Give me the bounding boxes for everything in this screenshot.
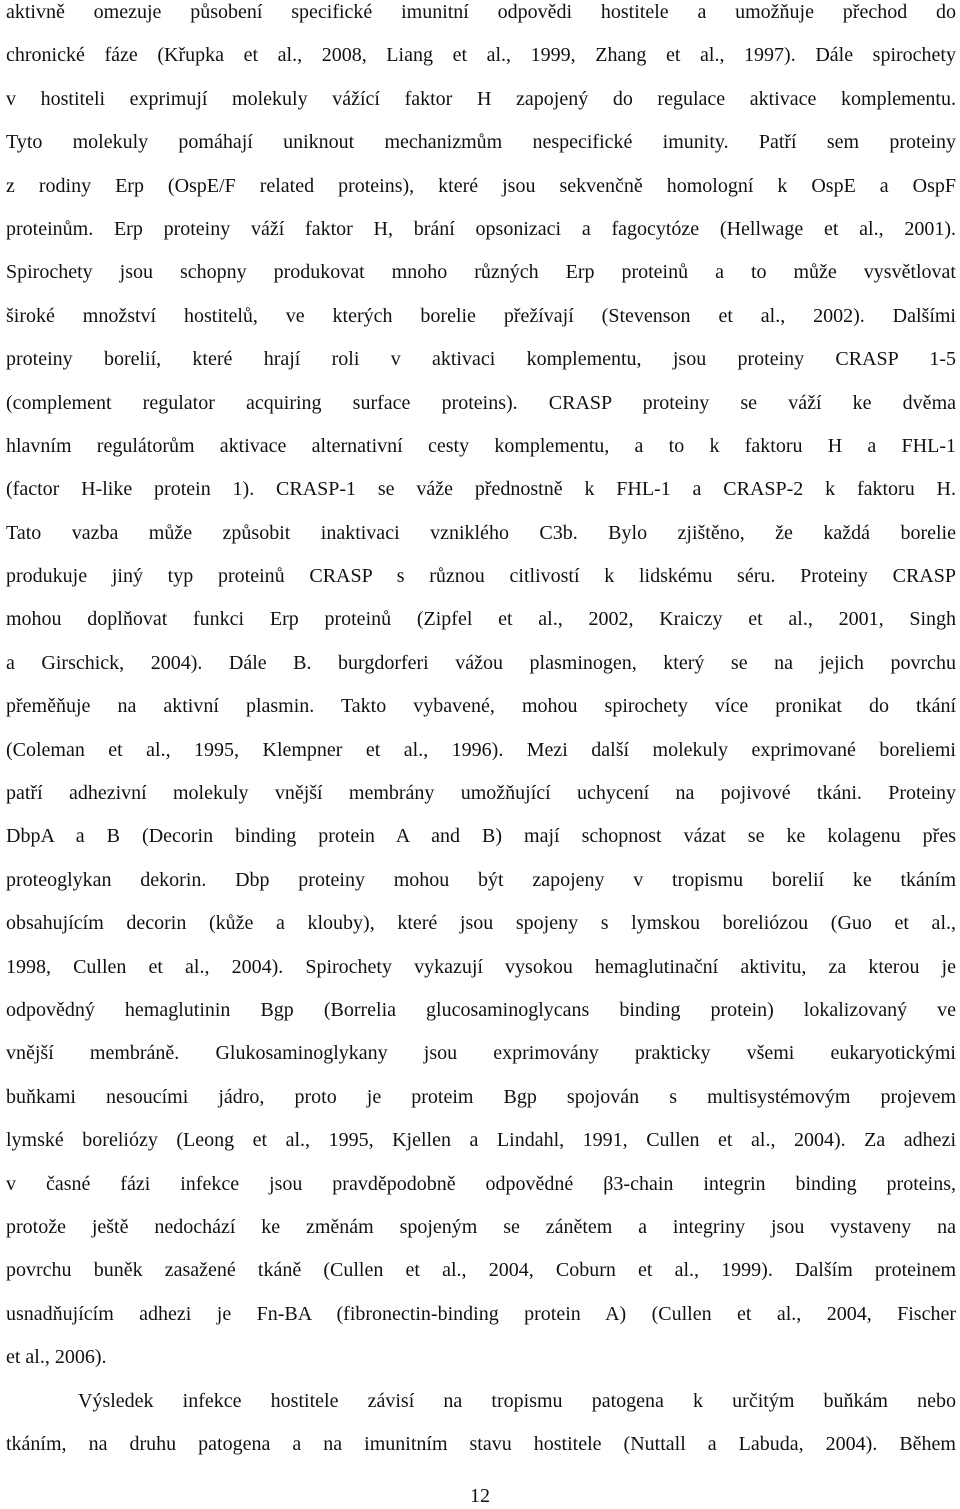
text-line: (complement regulator acquiring surface proteins). CRASP proteiny se váží ke dvěma [6,391,956,414]
text-line: obsahujícím decorin (kůže a klouby), které jsou spojeny s lymskou boreliózou (Guo et al., [6,912,956,935]
text-line: usnadňujícím adhezi je Fn-BA (fibronectin-binding protein A) (Cullen et al., 2004, Fischer [6,1302,956,1325]
text-line: 1998, Cullen et al., 2004). Spirochety vykazují vysokou hemaglutinační aktivitu, za kterou je [6,955,956,978]
text-line: odpovědný hemaglutinin Bgp (Borrelia glucosaminoglycans binding protein) lokalizovaný ve [6,998,956,1021]
text-line: lymské boreliózy (Leong et al., 1995, Kjellen a Lindahl, 1991, Cullen et al., 2004). Za adhezi [6,1129,956,1152]
text-line: proteiny borelií, které hrají roli v aktivaci komplementu, jsou proteiny CRASP 1-5 [6,348,956,371]
text-line: Tato vazba může způsobit inaktivaci vzniklého C3b. Bylo zjištěno, že každá borelie [6,521,956,544]
text-line: Spirochety jsou schopny produkovat mnoho různých Erp proteinů a to může vysvětlovat [6,261,956,284]
text-line: z rodiny Erp (OspE/F related proteins), které jsou sekvenčně homologní k OspE a OspF [6,174,956,197]
text-line: a Girschick, 2004). Dále B. burgdorferi vážou plasminogen, který se na jejich povrchu [6,651,956,674]
text-line: proteinům. Erp proteiny váží faktor H, brání opsonizaci a fagocytóze (Hellwage et al., 2001). [6,217,956,240]
text-line: aktivně omezuje působení specifické imunitní odpovědi hostitele a umožňuje přechod do [6,1,956,23]
page-number: 12 [470,1485,490,1507]
text-line: DbpA a B (Decorin binding protein A and B) mají schopnost vázat se ke kolagenu přes [6,825,956,848]
text-line: hlavním regulátorům aktivace alternativní cesty komplementu, a to k faktoru H a FHL-1 [6,434,956,457]
text-line: přeměňuje na aktivní plasmin. Takto vybavené, mohou spirochety více pronikat do tkání [6,695,956,718]
text-line: v časné fázi infekce jsou pravděpodobně odpovědné β3-chain integrin binding proteins, [6,1172,956,1195]
text-line: široké množství hostitelů, ve kterých borelie přežívají (Stevenson et al., 2002). Dalšími [6,304,956,327]
text-line: protože ještě nedochází ke změnám spojeným se zánětem a integriny jsou vystaveny na [6,1215,956,1238]
text-line: (Coleman et al., 1995, Klempner et al., 1996). Mezi další molekuly exprimované boreliemi [6,738,956,761]
document-body [6,0,956,1466]
text-line: buňkami nesoucími jádro, proto je proteim Bgp spojován s multisystémovým projevem [6,1085,956,1108]
text-line: mohou doplňovat funkci Erp proteinů (Zipfel et al., 2002, Kraiczy et al., 2001, Singh [6,608,956,631]
text-line: chronické fáze (Křupka et al., 2008, Liang et al., 1999, Zhang et al., 1997). Dále spirochety [6,44,956,67]
text-line: vnější membráně. Glukosaminoglykany jsou exprimovány prakticky všemi eukaryotickými [6,1042,956,1065]
text-line: v hostiteli exprimují molekuly vážící faktor H zapojený do regulace aktivace komplementu. [6,87,956,110]
paragraph-last-line: et al., 2006). [6,1346,107,1369]
text-line: (factor H-like protein 1). CRASP-1 se váže přednostně k FHL-1 a CRASP-2 k faktoru H. [6,478,956,501]
text-line: Tyto molekuly pomáhají uniknout mechanizmům nespecifické imunity. Patří sem proteiny [6,131,956,154]
text-line: povrchu buněk zasažené tkáně (Cullen et al., 2004, Coburn et al., 1999). Dalším proteinem [6,1259,956,1282]
text-line: proteoglykan dekorin. Dbp proteiny mohou být zapojeny v tropismu borelií ke tkáním [6,868,956,891]
paragraph-first-line: Výsledek infekce hostitele závisí na tropismu patogena k určitým buňkám nebo [78,1389,956,1412]
text-line: tkáním, na druhu patogena a na imunitním stavu hostitele (Nuttall a Labuda, 2004). Během [6,1432,956,1455]
text-line: patří adhezivní molekuly vnější membrány umožňující uchycení na pojivové tkáni. Proteiny [6,782,956,805]
text-line: produkuje jiný typ proteinů CRASP s různou citlivostí k lidskému séru. Proteiny CRASP [6,565,956,588]
